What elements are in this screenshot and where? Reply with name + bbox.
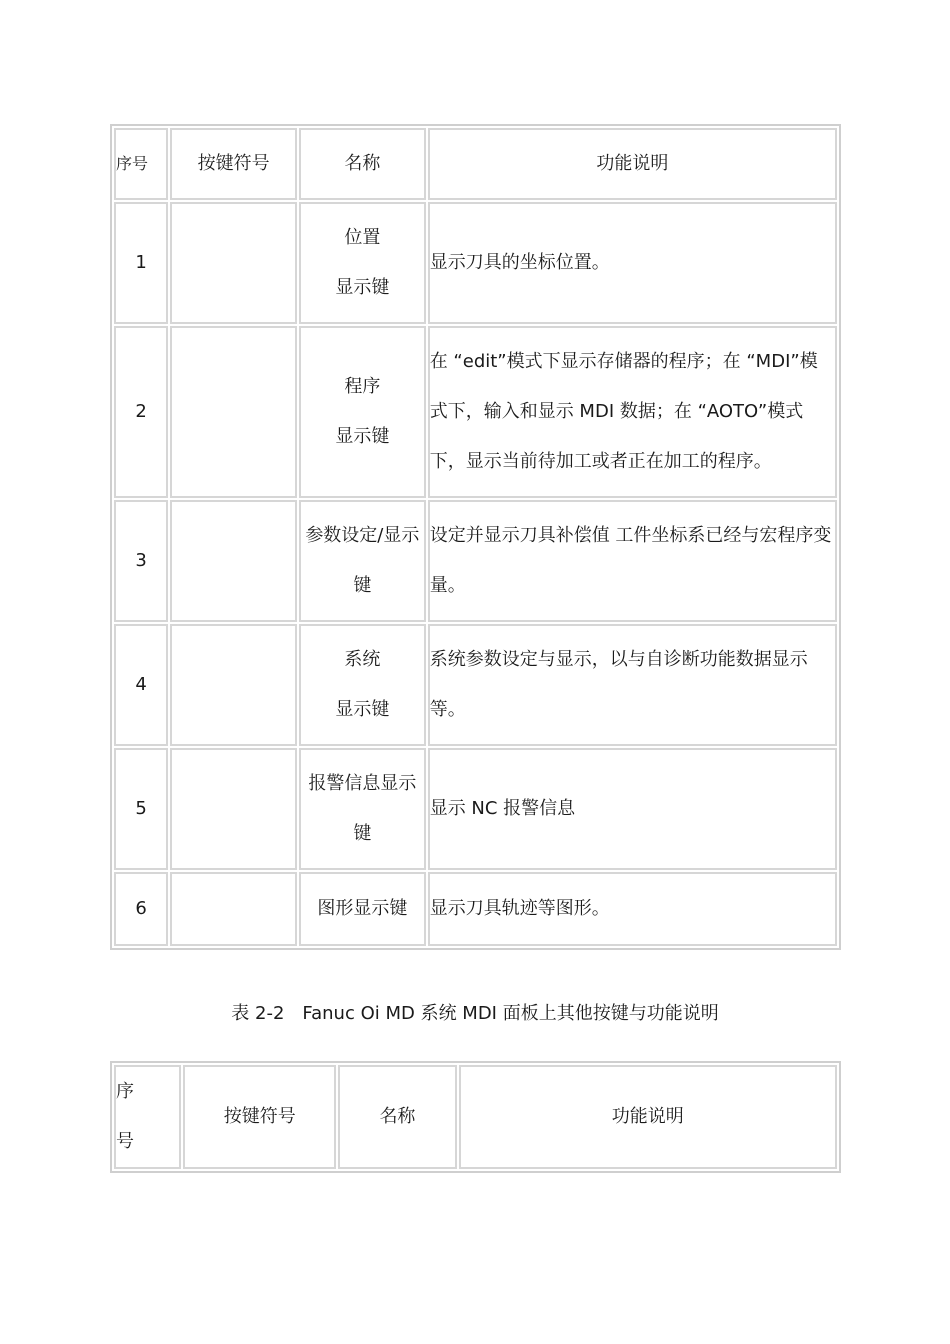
table-row: [114, 748, 837, 870]
header-desc: 功能说明: [459, 1065, 837, 1169]
row-no: 4: [114, 624, 168, 746]
row-name: [299, 202, 426, 324]
table-row: [114, 872, 837, 946]
table-header-row: [114, 128, 837, 200]
row-symbol: [170, 326, 297, 498]
row-symbol: [170, 624, 297, 746]
row-name: [299, 326, 426, 498]
row-name-line: 键: [353, 823, 372, 844]
row-desc: 设定并显示刀具补偿值 工件坐标系已经与宏程序变量。: [428, 500, 837, 622]
row-no: 1: [114, 202, 168, 324]
row-no: 5: [114, 748, 168, 870]
row-symbol: [170, 872, 297, 946]
row-name: [299, 500, 426, 622]
header-name: 名称: [338, 1065, 456, 1169]
row-no: 3: [114, 500, 168, 622]
header-name: 名称: [299, 128, 426, 200]
header-symbol: 按键符号: [170, 128, 297, 200]
row-name-line: 位置: [344, 227, 381, 248]
row-name: [299, 872, 426, 946]
row-symbol: [170, 748, 297, 870]
row-desc: 显示刀具的坐标位置。: [428, 202, 837, 324]
key-function-table-1: [110, 124, 841, 950]
row-no: 2: [114, 326, 168, 498]
row-name-line: 参数设定/显示: [305, 525, 420, 546]
row-name-line: 图形显示键: [317, 898, 408, 919]
row-name-line: 键: [353, 575, 372, 596]
header-desc: 功能说明: [428, 128, 837, 200]
header-no: 序号: [114, 128, 168, 200]
row-name-line: 报警信息显示: [308, 773, 417, 794]
table-caption: 表 2-2 Fanuc Oi MD 系统 MDI 面板上其他按键与功能说明: [231, 1003, 719, 1024]
header-symbol: 按键符号: [183, 1065, 336, 1169]
table-row: [114, 202, 837, 324]
row-desc: 显示刀具轨迹等图形。: [428, 872, 837, 946]
row-symbol: [170, 500, 297, 622]
header-no: 序号: [114, 1065, 181, 1169]
row-desc: 显示 NC 报警信息: [428, 748, 837, 870]
row-desc: 在 “edit”模式下显示存储器的程序；在 “MDI”模式下，输入和显示 MDI 数据；在 “AOTO”模式下，显示当前待加工或者正在加工的程序。: [428, 326, 837, 498]
row-name-line: 显示键: [335, 277, 390, 298]
row-name-line: 系统: [344, 649, 381, 670]
row-name: [299, 748, 426, 870]
row-name-line: 程序: [344, 376, 381, 397]
row-name-line: 显示键: [335, 426, 390, 447]
table-row: [114, 326, 837, 498]
row-symbol: [170, 202, 297, 324]
key-function-table-2: [110, 1061, 841, 1173]
table-row: [114, 500, 837, 622]
row-name-line: 显示键: [335, 699, 390, 720]
table-row: [114, 624, 837, 746]
row-no: 6: [114, 872, 168, 946]
row-desc: 系统参数设定与显示，以与自诊断功能数据显示等。: [428, 624, 837, 746]
row-name: [299, 624, 426, 746]
table-header-row: [114, 1065, 837, 1169]
